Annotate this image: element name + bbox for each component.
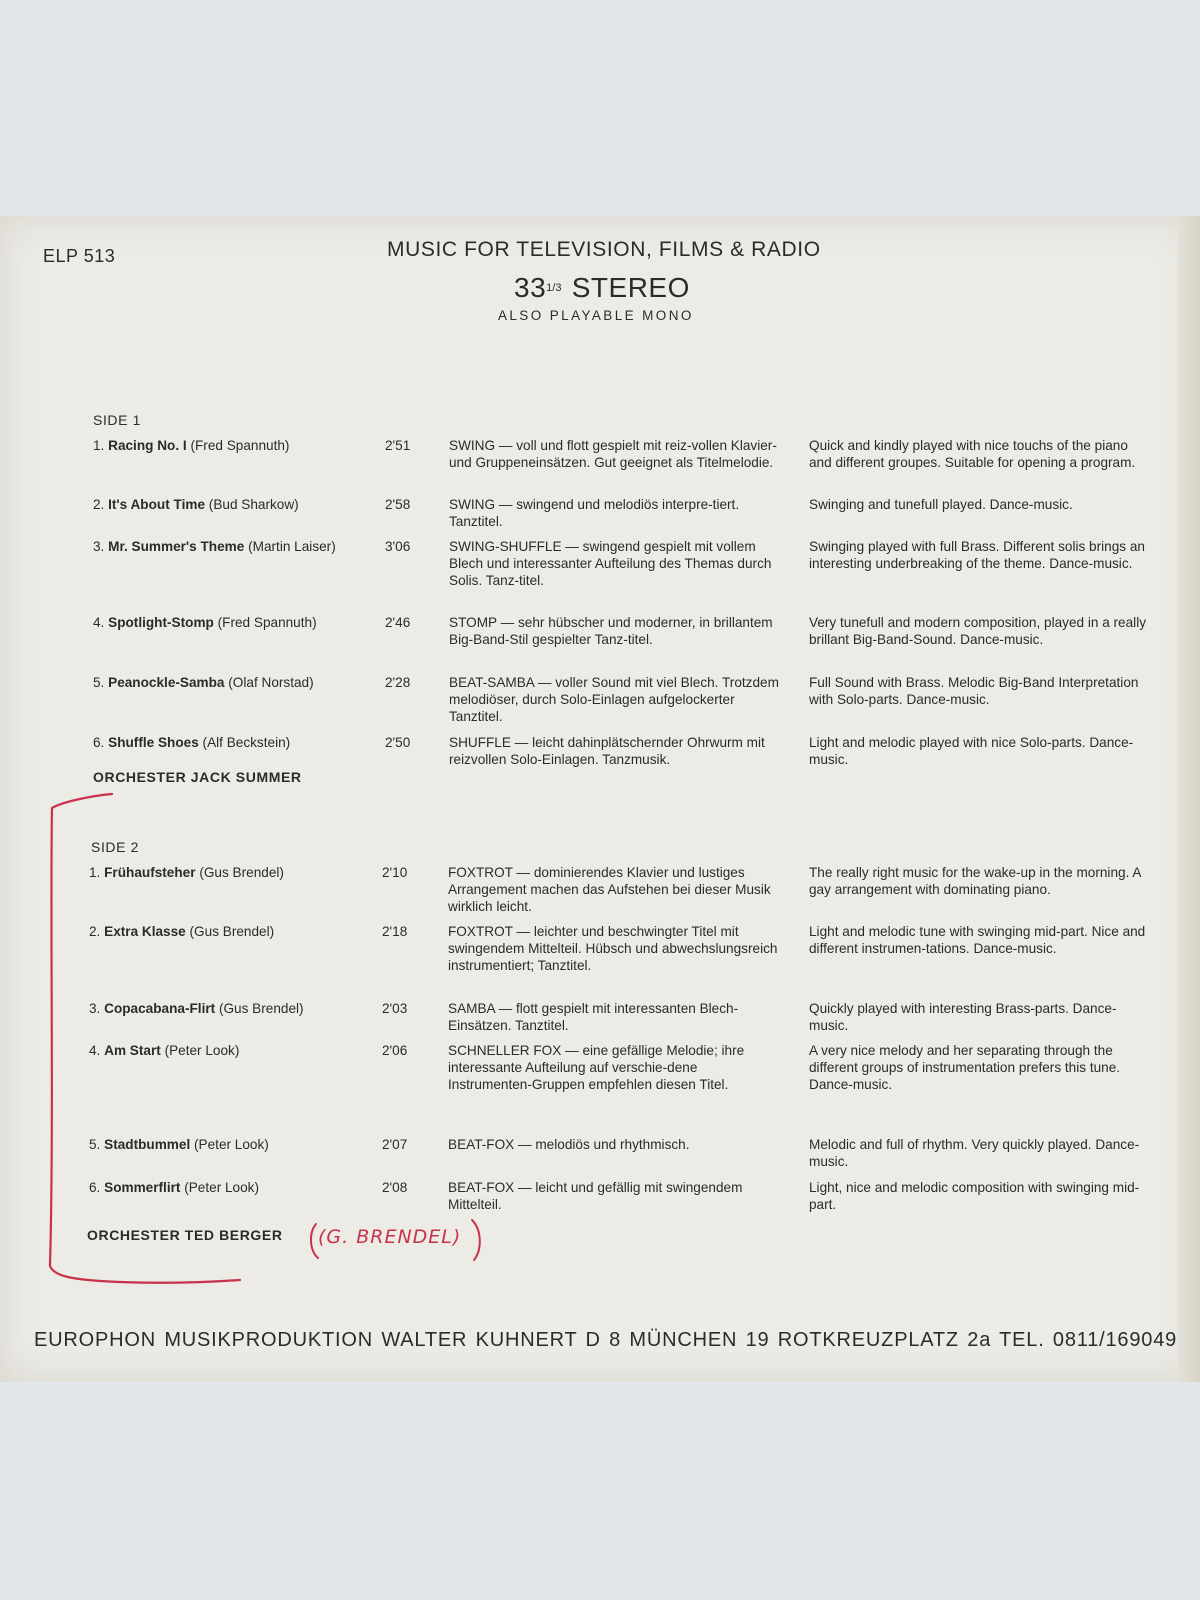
track-description-en: Swinging and tunefull played. Dance-music.: [809, 497, 1073, 512]
track-title: 4. Spotlight-Stomp (Fred Spannuth): [93, 615, 317, 630]
track-title: 6. Shuffle Shoes (Alf Beckstein): [93, 735, 291, 750]
side-1-label: SIDE 1: [93, 412, 141, 428]
track-description-de: SWING — voll und flott gespielt mit reiz-vollen Klavier- und Gruppeneinsätzen. Gut geeignet als Titelmelodie.: [449, 438, 777, 470]
track-title: 2. It's About Time (Bud Sharkow): [93, 497, 299, 512]
track-duration: 2'10: [382, 865, 408, 880]
track-duration: 2'50: [385, 735, 411, 750]
format-label: STEREO: [571, 272, 690, 303]
track-title: 5. Peanockle-Samba (Olaf Norstad): [93, 675, 314, 690]
track-description-de: BEAT-FOX — melodiös und rhythmisch.: [448, 1137, 690, 1152]
track-title: 1. Frühaufsteher (Gus Brendel): [89, 865, 284, 880]
track-duration: 2'18: [382, 924, 408, 939]
track-duration: 2'08: [382, 1180, 408, 1195]
track-description-en: Light, nice and melodic composition with swinging mid-part.: [809, 1180, 1140, 1212]
track-description-en: Quick and kindly played with nice touchs of the piano and different groupes. Suitable for opening a program.: [809, 438, 1136, 470]
track-description-en: Very tunefull and modern composition, played in a really brillant Big-Band-Sound. Dance-music.: [809, 615, 1147, 647]
publisher-footer: EUROPHON MUSIKPRODUKTION WALTER KUHNERT D 8 MÜNCHEN 19 ROTKREUZPLATZ 2a TEL. 0811/169049: [34, 1329, 1178, 1351]
side-1-orchestra: ORCHESTER JACK SUMMER: [93, 769, 302, 785]
track-description-de: SAMBA — flott gespielt mit interessanten Blech-Einsätzen. Tanztitel.: [448, 1001, 739, 1033]
track-description-en: Melodic and full of rhythm. Very quickly played. Dance-music.: [809, 1137, 1140, 1169]
track-description-en: Quickly played with interesting Brass-parts. Dance-music.: [809, 1001, 1117, 1033]
track-title: 6. Sommerflirt (Peter Look): [89, 1180, 260, 1195]
track-description-en: Swinging played with full Brass. Different solis brings an interesting underbreaking of the theme. Dance-music.: [809, 539, 1145, 571]
track-description-de: BEAT-SAMBA — voller Sound mit viel Blech. Trotzdem melodiöser, durch Solo-Einlagen aufgelockerter Tanztitel.: [449, 675, 779, 724]
track-description-de: SWING-SHUFFLE — swingend gespielt mit vollem Blech und interessanter Aufteilung des Themas durch Solis. Tanz-titel.: [449, 539, 772, 588]
track-description-en: Light and melodic tune with swinging mid-part. Nice and different instrumen-tations. Dance-music.: [809, 924, 1146, 956]
track-duration: 2'58: [385, 497, 411, 512]
track-title: 3. Mr. Summer's Theme (Martin Laiser): [93, 539, 336, 554]
track-description-en: The really right music for the wake-up in the morning. A gay arrangement with dominating piano.: [809, 865, 1141, 897]
speed-fraction: 1/3: [546, 282, 562, 294]
speed-whole: 33: [514, 272, 547, 303]
mono-note: ALSO PLAYABLE MONO: [498, 308, 694, 323]
red-pen-bracket: [0, 216, 1200, 1382]
track-title: 2. Extra Klasse (Gus Brendel): [89, 924, 275, 939]
track-duration: 2'07: [382, 1137, 408, 1152]
track-title: 5. Stadtbummel (Peter Look): [89, 1137, 269, 1152]
track-description-de: STOMP — sehr hübscher und moderner, in brillantem Big-Band-Stil gespielter Tanz-titel.: [449, 615, 773, 647]
catalog-number: ELP 513: [43, 246, 116, 266]
track-description-en: Full Sound with Brass. Melodic Big-Band Interpretation with Solo-parts. Dance-music.: [809, 675, 1139, 707]
header-title: MUSIC FOR TELEVISION, FILMS & RADIO: [387, 238, 821, 261]
track-description-de: SHUFFLE — leicht dahinplätschernder Ohrwurm mit reizvollen Solo-Einlagen. Tanzmusik.: [449, 735, 765, 767]
track-description-en: A very nice melody and her separating through the different groups of instrumentation prefers this tune. Dance-music.: [809, 1043, 1121, 1092]
track-duration: 2'46: [385, 615, 411, 630]
side-2-orchestra: ORCHESTER TED BERGER: [87, 1227, 283, 1243]
track-description-de: BEAT-FOX — leicht und gefällig mit swingendem Mittelteil.: [448, 1180, 743, 1212]
track-duration: 2'51: [385, 438, 411, 453]
record-sleeve-back: [0, 216, 1200, 1382]
track-duration: 2'28: [385, 675, 411, 690]
track-duration: 2'03: [382, 1001, 408, 1016]
track-title: 1. Racing No. I (Fred Spannuth): [93, 438, 290, 453]
track-description-de: FOXTROT — dominierendes Klavier und lustiges Arrangement machen das Aufstehen bei dieser Musik wirklich leicht.: [448, 865, 771, 914]
track-description-de: FOXTROT — leichter und beschwingter Titel mit swingendem Mittelteil. Hübsch und abwechslungsreich instrumentiert; Tanztitel.: [448, 924, 778, 973]
side-2-label: SIDE 2: [91, 839, 139, 855]
track-description-en: Light and melodic played with nice Solo-parts. Dance-music.: [809, 735, 1134, 767]
track-title: 3. Copacabana-Flirt (Gus Brendel): [89, 1001, 304, 1016]
track-duration: 3'06: [385, 539, 411, 554]
handwritten-annotation: (G. BRENDEL): [318, 1226, 462, 1248]
track-duration: 2'06: [382, 1043, 408, 1058]
track-description-de: SWING — swingend und melodiös interpre-tiert. Tanztitel.: [449, 497, 740, 529]
track-title: 4. Am Start (Peter Look): [89, 1043, 240, 1058]
track-description-de: SCHNELLER FOX — eine gefällige Melodie; ihre interessante Aufteilung auf verschie-dene Instrumenten-Gruppen empfehlen diesen Titel.: [448, 1043, 745, 1092]
